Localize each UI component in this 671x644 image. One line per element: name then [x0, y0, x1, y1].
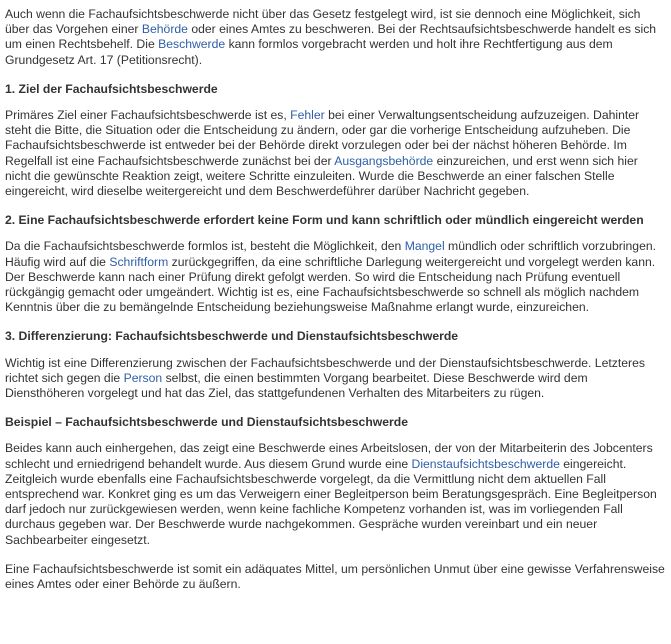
section2-heading: 2. Eine Fachaufsichtsbeschwerde erfordert keine Form und kann schriftlich oder mündlich eingereicht werden	[5, 213, 644, 228]
intro-paragraph: Auch wenn die Fachaufsichtsbeschwerde nicht über das Gesetz festgelegt wird, ist sie dennoch eine Möglichkeit, sich über das Vorgehen einer Behörde oder eines Amtes zu beschweren. Bei der Rechtsaufsichtsbeschwerde handelt es sich um einen Rechtsbehelf. Die Beschwerde kann formlos vorgebracht werden und holt ihre Rechtfertigung aus dem Grundgesetz Art. 17 (Petitionsrecht).	[5, 7, 657, 67]
section3-heading: 3. Differenzierung: Fachaufsichtsbeschwerde und Dienstaufsichtsbeschwerde	[5, 329, 459, 344]
link-mangel[interactable]: Mangel	[404, 239, 445, 254]
link-fehler[interactable]: Fehler	[290, 108, 325, 123]
link-schriftform[interactable]: Schriftform	[109, 254, 169, 269]
link-beschwerde[interactable]: Beschwerde	[158, 37, 226, 52]
link-behoerde[interactable]: Behörde	[141, 22, 188, 37]
example-heading: Beispiel – Fachaufsichtsbeschwerde und Dienstaufsichtsbeschwerde	[5, 415, 408, 430]
section1-heading: 1. Ziel der Fachaufsichtsbeschwerde	[5, 81, 218, 96]
section1-paragraph: Primäres Ziel einer Fachaufsichtsbeschwerde ist es, Fehler bei einer Verwaltungsentscheidung aufzuzeigen. Dahinter steht die Bitte, die Situation oder die Entscheidung zu ändern, oder gar die vorherige Entscheidung aufzuheben. Die Fachaufsichtsbeschwerde ist entweder bei der Behörde direkt vorzulegen oder bei der nächst höheren Behörde. Im Regelfall ist eine Fachaufsichtsbeschwerde zunächst bei der Ausgangsbehörde einzureichen, und erst wenn sich hier nicht die gewünschte Reaktion zeigt, weitere Schritte einzuleiten. Wurde die Beschwerde an einer falschen Stelle eingereicht, wird dieselbe weitergereicht und dem Beschwerdeführer darüber Nachricht gegeben.	[5, 108, 640, 199]
section2-paragraph: Da die Fachaufsichtsbeschwerde formlos ist, besteht die Möglichkeit, den Mangel mündlich oder schriftlich vorzubringen. Häufig wird auf die Schriftform zurückgegriffen, da eine schriftliche Darlegung weitergereicht und vorgelegt werden kann. Der Beschwerde kann nach einer Prüfung direkt gefolgt werden. So wird die Entscheidung nach Prüfung eventuell rückgängig gemacht oder umgeändert. Wichtig ist es, eine Fachaufsichtsbeschwerde so schnell als möglich nachdem Kenntnis über die zu bemängelnde Entscheidung beziehungsweise Maßnahme erlangt wurde, einzureichen.	[5, 239, 657, 315]
conclusion-paragraph: Eine Fachaufsichtsbeschwerde ist somit ein adäquates Mittel, um persönlichen Unmut über eine gewisse Verfahrensweise eines Amtes oder einer Behörde zu äußern.	[5, 561, 665, 592]
link-person[interactable]: Person	[123, 370, 163, 385]
example-paragraph: Beides kann auch einhergehen, das zeigt eine Beschwerde eines Arbeitslosen, der von der Mitarbeiterin des Jobcenters schlecht und erniedrigend behandelt wurde. Aus diesem Grund wurde eine Dienstaufsichtsbeschwerde eingereicht. Zeitgleich wurde ebenfalls eine Fachaufsichtsbeschwerde vorgelegt, da die Vermittlung nicht dem aktuellen Fall entsprechend war. Konkret ging es um das Verweigern einer Begleitperson beim Beratungsgespräch. Eine Begleitperson darf jedoch nur zurückgewiesen werden, wenn keine fachliche Kompetenz vorhanden ist, was im vorliegenden Fall durchaus gegeben war. Der Beschwerde wurde nachgekommen. Gespräche wurden vereinbart und ein neuer Sachbearbeiter eingesetzt.	[5, 441, 657, 547]
link-ausgangsbehoerde[interactable]: Ausgangsbehörde	[334, 153, 434, 168]
section3-paragraph: Wichtig ist eine Differenzierung zwischen der Fachaufsichtsbeschwerde und der Dienstaufsichtsbeschwerde. Letzteres richtet sich gegen die Person selbst, die einen bestimmten Vorgang bearbeitet. Diese Beschwerde wird dem Diensthöheren vorgelegt und hat das Ziel, das stattgefundenen Verhalten des Mitarbeiters zu rügen.	[5, 355, 645, 401]
link-dienstaufsichtsbeschwerde[interactable]: Dienstaufsichtsbeschwerde	[411, 456, 560, 471]
